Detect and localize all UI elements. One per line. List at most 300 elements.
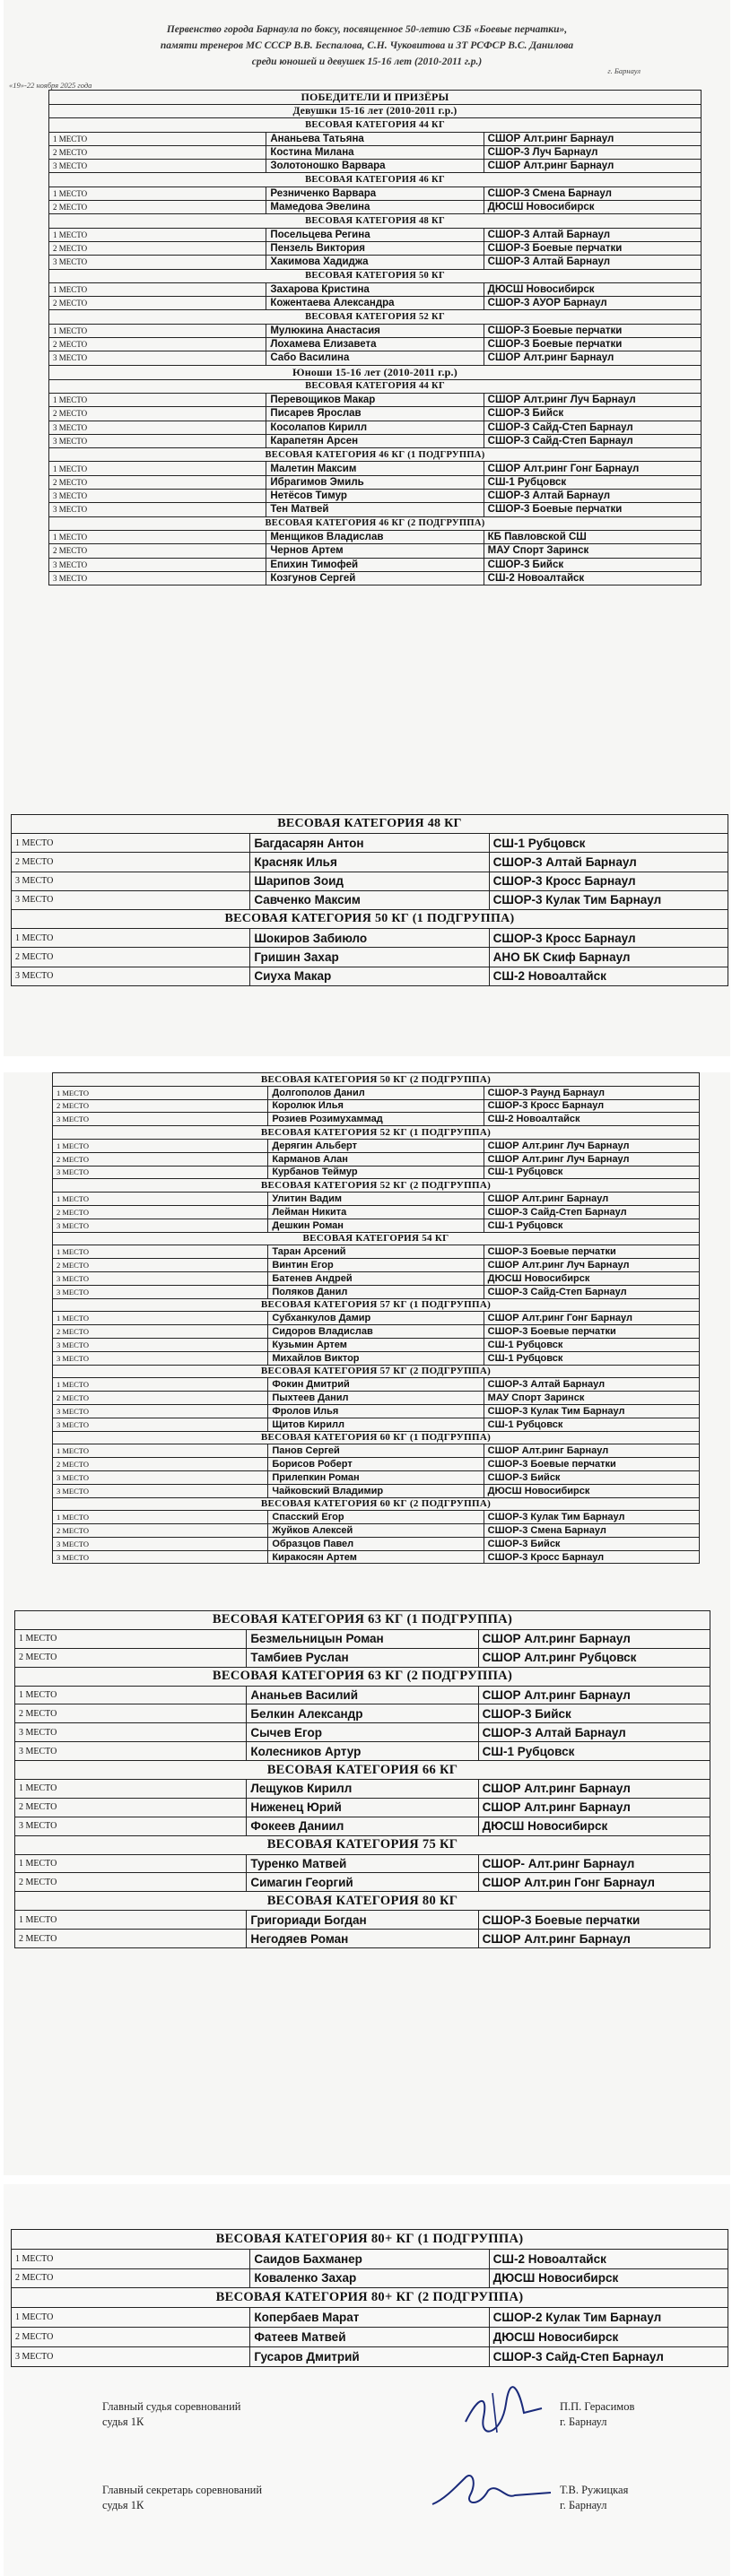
club-cell: СШОР Алт.ринг Луч Барнаул — [484, 1139, 699, 1152]
athlete-name-cell: Гусаров Дмитрий — [250, 2346, 489, 2366]
club-cell: СШОР-3 Кросс Барнаул — [489, 929, 728, 948]
club-cell: СШОР-3 Кулак Тим Барнаул — [484, 1511, 699, 1524]
table-row — [49, 338, 702, 351]
category-header-row — [15, 1835, 710, 1854]
table-row — [53, 1351, 700, 1365]
athlete-name-cell: Козгунов Сергей — [266, 571, 484, 585]
category-header-row — [15, 1761, 710, 1780]
table-row — [12, 834, 728, 853]
place-cell: 1 МЕСТО — [53, 1312, 268, 1325]
chief-secretary-signature-mark — [425, 2464, 560, 2518]
table-row — [53, 1271, 700, 1285]
athlete-name-cell: Белкин Александр — [247, 1704, 478, 1723]
athlete-name-cell: Коваленко Захар — [250, 2268, 489, 2288]
athlete-name-cell: Борисов Роберт — [268, 1458, 484, 1471]
club-cell: СШОР-3 Алтай Барнаул — [484, 228, 701, 241]
category-header-row — [15, 1667, 710, 1686]
table-row — [53, 1099, 700, 1113]
place-cell: 3 МЕСТО — [12, 2346, 250, 2366]
place-cell: 1 МЕСТО — [53, 1139, 268, 1152]
athlete-name-cell: Спасский Егор — [268, 1511, 484, 1524]
place-cell: 3 МЕСТО — [49, 503, 266, 516]
table-row — [49, 571, 702, 585]
athlete-name-cell: Кожентаева Александра — [266, 297, 484, 310]
place-cell: 3 МЕСТО — [15, 1723, 247, 1742]
club-cell: МАУ Спорт Заринск — [484, 544, 701, 558]
club-cell: СШОР Алт.ринг Гонг Барнаул — [484, 1312, 699, 1325]
club-cell: СШОР Алт.ринг Гонг Барнаул — [484, 462, 701, 475]
table-row — [49, 132, 702, 145]
club-cell: СШОР Алт.ринг Барнаул — [478, 1930, 710, 1948]
weight-category-title: ВЕСОВАЯ КАТЕГОРИЯ 80 КГ — [15, 1892, 710, 1911]
club-cell: МАУ Спорт Заринск — [484, 1392, 699, 1405]
weight-category-title: ВЕСОВАЯ КАТЕГОРИЯ 48 КГ — [49, 214, 702, 228]
results-sheet-1 — [4, 0, 730, 1056]
table-row — [53, 1086, 700, 1099]
place-cell: 1 МЕСТО — [49, 462, 266, 475]
club-cell: ДЮСШ Новосибирск — [484, 1271, 699, 1285]
club-cell: СШОР-3 Кросс Барнаул — [489, 872, 728, 890]
table-row — [49, 462, 702, 475]
weight-category-title: ВЕСОВАЯ КАТЕГОРИЯ 46 КГ — [49, 173, 702, 186]
category-header-row — [15, 1892, 710, 1911]
club-cell: СШОР-3 Боевые перчатки — [484, 503, 701, 516]
athlete-name-cell: Мулюкина Анастасия — [266, 324, 484, 337]
table-row — [53, 1550, 700, 1564]
place-cell: 1 МЕСТО — [15, 1629, 247, 1648]
table-row — [49, 282, 702, 296]
weight-category-title: ВЕСОВАЯ КАТЕГОРИЯ 50 КГ (2 ПОДГРУППА) — [53, 1073, 700, 1087]
place-cell: 1 МЕСТО — [49, 228, 266, 241]
category-header-row — [12, 2230, 728, 2250]
club-cell: СШОР-3 Сайд-Степ Барнаул — [484, 1285, 699, 1298]
table-row — [49, 558, 702, 571]
table-row — [15, 1704, 710, 1723]
place-cell: 2 МЕСТО — [15, 1873, 247, 1892]
club-cell: СШОР Алт.ринг Барнаул — [484, 1444, 699, 1458]
place-cell: 1 МЕСТО — [15, 1854, 247, 1873]
place-cell: 1 МЕСТО — [53, 1444, 268, 1458]
place-cell: 2 МЕСТО — [15, 1704, 247, 1723]
table-row — [12, 890, 728, 909]
weight-category-title: ВЕСОВАЯ КАТЕГОРИЯ 60 КГ (2 ПОДГРУППА) — [53, 1497, 700, 1511]
athlete-name-cell: Фокин Дмитрий — [268, 1378, 484, 1392]
club-cell: СШОР-3 Алтай Барнаул — [484, 1378, 699, 1392]
athlete-name-cell: Малетин Максим — [266, 462, 484, 475]
club-cell: СШОР Алт.ринг Барнаул — [484, 132, 701, 145]
chief-secretary-city: г. Барнаул — [560, 2499, 607, 2511]
athlete-name-cell: Фролов Илья — [268, 1404, 484, 1418]
club-cell: СШОР-3 Сайд-Степ Барнаул — [484, 1205, 699, 1219]
club-cell: СШОР-3 Сайд-Степ Барнаул — [484, 434, 701, 447]
table-row — [53, 1484, 700, 1497]
table-row — [49, 160, 702, 173]
table-row — [12, 948, 728, 967]
weight-category-title: ВЕСОВАЯ КАТЕГОРИЯ 52 КГ (1 ПОДГРУППА) — [53, 1126, 700, 1140]
club-cell: СШОР-3 Боевые перчатки — [484, 1325, 699, 1339]
place-cell: 2 МЕСТО — [53, 1325, 268, 1339]
athlete-name-cell: Чайковский Владимир — [268, 1484, 484, 1497]
place-cell: 2 МЕСТО — [53, 1152, 268, 1166]
place-cell: 1 МЕСТО — [49, 132, 266, 145]
athlete-name-cell: Золотоношко Варвара — [266, 160, 484, 173]
chief-judge-city: г. Барнаул — [560, 2416, 607, 2428]
place-cell: 3 МЕСТО — [49, 351, 266, 365]
athlete-name-cell: Сиуха Макар — [250, 967, 489, 985]
table-row — [12, 2327, 728, 2346]
place-cell: 3 МЕСТО — [12, 890, 250, 909]
table-row — [49, 186, 702, 200]
table-row — [53, 1193, 700, 1206]
place-cell: 2 МЕСТО — [12, 948, 250, 967]
club-cell: СШОР-3 Алтай Барнаул — [484, 490, 701, 503]
winners-title: ПОБЕДИТЕЛИ И ПРИЗЁРЫ — [49, 91, 702, 105]
place-cell: 2 МЕСТО — [15, 1648, 247, 1667]
club-cell: СШОР Алт.ринг Барнаул — [478, 1629, 710, 1648]
weight-category-title: ВЕСОВАЯ КАТЕГОРИЯ 63 КГ (1 ПОДГРУППА) — [15, 1611, 710, 1630]
table-row — [53, 1245, 700, 1259]
club-cell: СШОР Алт.ринг Барнаул — [484, 160, 701, 173]
table-row — [53, 1338, 700, 1351]
athlete-name-cell: Образцов Павел — [268, 1537, 484, 1550]
chief-judge-signature-mark — [457, 2386, 555, 2440]
place-cell: 2 МЕСТО — [15, 1930, 247, 1948]
athlete-name-cell: Фатеев Матвей — [250, 2327, 489, 2346]
table-row — [53, 1259, 700, 1272]
results-sheet-3 — [4, 2184, 730, 2576]
athlete-name-cell: Лейман Никита — [268, 1205, 484, 1219]
athlete-name-cell: Менщиков Владислав — [266, 530, 484, 543]
table-row — [53, 1325, 700, 1339]
table-row — [15, 1911, 710, 1930]
place-cell: 1 МЕСТО — [15, 1686, 247, 1704]
table-row — [15, 1854, 710, 1873]
club-cell: СШОР-3 Смена Барнаул — [484, 1524, 699, 1538]
place-cell: 1 МЕСТО — [49, 393, 266, 406]
athlete-name-cell: Батенев Андрей — [268, 1271, 484, 1285]
place-cell: 2 МЕСТО — [12, 2268, 250, 2288]
weight-category-title: ВЕСОВАЯ КАТЕГОРИЯ 46 КГ (1 ПОДГРУППА) — [49, 448, 702, 462]
place-cell: 2 МЕСТО — [53, 1205, 268, 1219]
place-cell: 3 МЕСТО — [53, 1271, 268, 1285]
place-cell: 1 МЕСТО — [12, 929, 250, 948]
place-cell: 3 МЕСТО — [53, 1285, 268, 1298]
table-row — [15, 1686, 710, 1704]
chief-judge-name: П.П. Герасимов — [560, 2400, 635, 2413]
club-cell: СШ-1 Рубцовск — [484, 1166, 699, 1179]
club-cell: СШОР Алт.ринг Рубцовск — [478, 1648, 710, 1667]
table-row — [49, 201, 702, 214]
athlete-name-cell: Сидоров Владислав — [268, 1325, 484, 1339]
athlete-name-cell: Карапетян Арсен — [266, 434, 484, 447]
table-row — [12, 967, 728, 985]
table-row — [53, 1524, 700, 1538]
table-row — [53, 1444, 700, 1458]
table-row — [49, 407, 702, 421]
club-cell: СШОР- Алт.ринг Барнаул — [478, 1854, 710, 1873]
weight-category-title: ВЕСОВАЯ КАТЕГОРИЯ 63 КГ (2 ПОДГРУППА) — [15, 1667, 710, 1686]
club-cell: СШОР Алт.ринг Луч Барнаул — [484, 393, 701, 406]
table-row — [49, 434, 702, 447]
club-cell: СШОР Алт.ринг Барнаул — [478, 1798, 710, 1817]
category-header-row — [53, 1365, 700, 1378]
athlete-name-cell: Пыхтеев Данил — [268, 1392, 484, 1405]
place-cell: 3 МЕСТО — [53, 1537, 268, 1550]
athlete-name-cell: Пензель Виктория — [266, 241, 484, 255]
category-header-row — [49, 173, 702, 186]
table-row — [15, 1873, 710, 1892]
athlete-name-cell: Ананьев Василий — [247, 1686, 478, 1704]
athlete-name-cell: Киракосян Артем — [268, 1550, 484, 1564]
weight-category-title: ВЕСОВАЯ КАТЕГОРИЯ 75 КГ — [15, 1835, 710, 1854]
table-row — [49, 421, 702, 434]
athlete-name-cell: Ананьева Татьяна — [266, 132, 484, 145]
place-cell: 2 МЕСТО — [53, 1259, 268, 1272]
place-cell: 3 МЕСТО — [53, 1404, 268, 1418]
club-cell: СШОР Алт.ринг Луч Барнаул — [484, 1259, 699, 1272]
athlete-name-cell: Захарова Кристина — [266, 282, 484, 296]
document-title-line-2: памяти тренеров МС СССР В.В. Беспалова, С.Н. Чуковитова и ЗТ РСФСР В.С. Данилова — [160, 40, 574, 51]
place-cell: 3 МЕСТО — [15, 1742, 247, 1761]
club-cell: СШОР-3 Сайд-Степ Барнаул — [489, 2346, 728, 2366]
club-cell: СШОР-3 АУОР Барнаул — [484, 297, 701, 310]
club-cell: СШОР Алт.ринг Барнаул — [478, 1780, 710, 1799]
athlete-name-cell: Копербаев Марат — [250, 2308, 489, 2328]
place-cell: 2 МЕСТО — [49, 475, 266, 489]
athlete-name-cell: Безмельницын Роман — [247, 1629, 478, 1648]
club-cell: СШ-1 Рубцовск — [484, 1338, 699, 1351]
place-cell: 1 МЕСТО — [53, 1245, 268, 1259]
results-table-5 — [11, 2229, 728, 2367]
place-cell: 1 МЕСТО — [49, 324, 266, 337]
category-header-row — [53, 1497, 700, 1511]
club-cell: СШ-1 Рубцовск — [484, 1351, 699, 1365]
category-header-row — [49, 310, 702, 324]
weight-category-title: ВЕСОВАЯ КАТЕГОРИЯ 52 КГ (2 ПОДГРУППА) — [53, 1179, 700, 1193]
place-cell: 1 МЕСТО — [49, 530, 266, 543]
category-header-row — [12, 909, 728, 928]
place-cell: 3 МЕСТО — [53, 1113, 268, 1126]
table-row — [49, 324, 702, 337]
athlete-name-cell: Нетёсов Тимур — [266, 490, 484, 503]
place-cell: 3 МЕСТО — [53, 1418, 268, 1431]
place-cell: 1 МЕСТО — [53, 1511, 268, 1524]
place-cell: 3 МЕСТО — [49, 571, 266, 585]
weight-category-title: ВЕСОВАЯ КАТЕГОРИЯ 44 КГ — [49, 379, 702, 393]
athlete-name-cell: Панов Сергей — [268, 1444, 484, 1458]
document-date: «19»-22 ноября 2025 года — [9, 81, 92, 90]
category-header-row — [49, 118, 702, 132]
club-cell: СШОР Алт.рин Гонг Барнаул — [478, 1873, 710, 1892]
table-row — [12, 2249, 728, 2268]
athlete-name-cell: Розиев Розимухаммад — [268, 1113, 484, 1126]
place-cell: 1 МЕСТО — [12, 2249, 250, 2268]
club-cell: СШОР-3 Кулак Тим Барнаул — [484, 1404, 699, 1418]
place-cell: 2 МЕСТО — [53, 1524, 268, 1538]
club-cell: СШОР-2 Кулак Тим Барнаул — [489, 2308, 728, 2328]
place-cell: 3 МЕСТО — [53, 1470, 268, 1484]
table-row — [49, 297, 702, 310]
club-cell: СШОР-3 Бийск — [484, 558, 701, 571]
club-cell: СШОР-3 Бийск — [484, 1537, 699, 1550]
club-cell: СШОР-3 Кулак Тим Барнаул — [489, 890, 728, 909]
athlete-name-cell: Королюк Илья — [268, 1099, 484, 1113]
club-cell: СШОР-3 Боевые перчатки — [484, 338, 701, 351]
athlete-name-cell: Поляков Данил — [268, 1285, 484, 1298]
results-table-1 — [48, 90, 702, 585]
club-cell: СШОР-3 Алтай Барнаул — [478, 1723, 710, 1742]
table-row — [12, 929, 728, 948]
athlete-name-cell: Негодяев Роман — [247, 1930, 478, 1948]
chief-secretary-name: Т.В. Ружицкая — [560, 2484, 629, 2496]
place-cell: 1 МЕСТО — [15, 1911, 247, 1930]
chief-secretary-role-line-2: судья 1К — [102, 2499, 144, 2511]
weight-category-title: ВЕСОВАЯ КАТЕГОРИЯ 60 КГ (1 ПОДГРУППА) — [53, 1431, 700, 1444]
athlete-name-cell: Григориади Богдан — [247, 1911, 478, 1930]
athlete-name-cell: Симагин Георгий — [247, 1873, 478, 1892]
athlete-name-cell: Саидов Бахманер — [250, 2249, 489, 2268]
table-row — [49, 490, 702, 503]
table-row — [15, 1648, 710, 1667]
athlete-name-cell: Туренко Матвей — [247, 1854, 478, 1873]
club-cell: СШ-1 Рубцовск — [484, 1418, 699, 1431]
athlete-name-cell: Писарев Ярослав — [266, 407, 484, 421]
table-row — [53, 1378, 700, 1392]
table-row — [15, 1798, 710, 1817]
place-cell: 2 МЕСТО — [49, 145, 266, 159]
chief-secretary-role-line-1: Главный секретарь соревнований — [102, 2484, 263, 2496]
document-title-line-3: среди юношей и девушек 15-16 лет (2010-2011 г.р.) — [251, 56, 483, 67]
athlete-name-cell: Сабо Василина — [266, 351, 484, 365]
place-cell: 3 МЕСТО — [12, 872, 250, 890]
club-cell: ДЮСШ Новосибирск — [484, 1484, 699, 1497]
place-cell: 3 МЕСТО — [53, 1484, 268, 1497]
table-row — [15, 1780, 710, 1799]
table-row — [49, 228, 702, 241]
athlete-name-cell: Фокеев Даниил — [247, 1817, 478, 1835]
club-cell: СШОР Алт.ринг Барнаул — [484, 351, 701, 365]
place-cell: 2 МЕСТО — [12, 853, 250, 872]
place-cell: 2 МЕСТО — [53, 1099, 268, 1113]
athlete-name-cell: Прилепкин Роман — [268, 1470, 484, 1484]
club-cell: СШ-1 Рубцовск — [484, 1219, 699, 1232]
category-header-row — [49, 516, 702, 530]
place-cell: 3 МЕСТО — [49, 558, 266, 571]
category-header-row — [53, 1126, 700, 1140]
club-cell: СШОР-3 Боевые перчатки — [484, 241, 701, 255]
club-cell: КБ Павловской СШ — [484, 530, 701, 543]
weight-category-title: ВЕСОВАЯ КАТЕГОРИЯ 52 КГ — [49, 310, 702, 324]
table-row — [53, 1166, 700, 1179]
place-cell: 3 МЕСТО — [49, 421, 266, 434]
table-row — [12, 2346, 728, 2366]
club-cell: СШОР Алт.ринг Барнаул — [484, 1193, 699, 1206]
club-cell: АНО БК Скиф Барнаул — [489, 948, 728, 967]
place-cell: 2 МЕСТО — [53, 1392, 268, 1405]
category-header-row — [53, 1232, 700, 1245]
weight-category-title: ВЕСОВАЯ КАТЕГОРИЯ 46 КГ (2 ПОДГРУППА) — [49, 516, 702, 530]
club-cell: СШ-2 Новоалтайск — [489, 2249, 728, 2268]
athlete-name-cell: Лещуков Кирилл — [247, 1780, 478, 1799]
athlete-name-cell: Ниженец Юрий — [247, 1798, 478, 1817]
club-cell: СШОР-3 Кросс Барнаул — [484, 1550, 699, 1564]
table-row — [53, 1418, 700, 1431]
club-cell: ДЮСШ Новосибирск — [484, 282, 701, 296]
club-cell: СШ-1 Рубцовск — [484, 475, 701, 489]
athlete-name-cell: Карманов Алан — [268, 1152, 484, 1166]
table-row — [49, 256, 702, 269]
place-cell: 2 МЕСТО — [49, 544, 266, 558]
place-cell: 2 МЕСТО — [53, 1458, 268, 1471]
table-row — [12, 853, 728, 872]
athlete-name-cell: Епихин Тимофей — [266, 558, 484, 571]
category-header-row — [53, 1298, 700, 1312]
athlete-name-cell: Савченко Максим — [250, 890, 489, 909]
athlete-name-cell: Тамбиев Руслан — [247, 1648, 478, 1667]
place-cell: 2 МЕСТО — [15, 1798, 247, 1817]
club-cell: ДЮСШ Новосибирск — [489, 2327, 728, 2346]
table-row — [53, 1205, 700, 1219]
results-table-3 — [52, 1072, 700, 1564]
club-cell: ДЮСШ Новосибирск — [478, 1817, 710, 1835]
athlete-name-cell: Субханкулов Дамир — [268, 1312, 484, 1325]
weight-category-title: ВЕСОВАЯ КАТЕГОРИЯ 48 КГ — [12, 815, 728, 834]
table-row — [12, 2268, 728, 2288]
weight-category-title: ВЕСОВАЯ КАТЕГОРИЯ 50 КГ (1 ПОДГРУППА) — [12, 909, 728, 928]
weight-category-title: ВЕСОВАЯ КАТЕГОРИЯ 54 КГ — [53, 1232, 700, 1245]
table-row — [53, 1470, 700, 1484]
chief-judge-role-line-1: Главный судья соревнований — [102, 2400, 241, 2413]
athlete-name-cell: Тен Матвей — [266, 503, 484, 516]
athlete-name-cell: Дешкин Роман — [268, 1219, 484, 1232]
table-row — [49, 530, 702, 543]
table-row — [53, 1404, 700, 1418]
athlete-name-cell: Шокиров Забиюло — [250, 929, 489, 948]
athlete-name-cell: Косолапов Кирилл — [266, 421, 484, 434]
table-row — [53, 1113, 700, 1126]
place-cell: 3 МЕСТО — [15, 1817, 247, 1835]
athlete-name-cell: Хакимова Хадиджа — [266, 256, 484, 269]
table-row — [49, 544, 702, 558]
table-row — [15, 1723, 710, 1742]
category-header-row — [53, 1073, 700, 1087]
table-row — [12, 872, 728, 890]
winners-title-row — [49, 91, 702, 105]
table-row — [53, 1219, 700, 1232]
club-cell: СШОР-3 Боевые перчатки — [484, 1458, 699, 1471]
athlete-name-cell: Резниченко Варвара — [266, 186, 484, 200]
table-row — [49, 503, 702, 516]
place-cell: 2 МЕСТО — [49, 407, 266, 421]
athlete-name-cell: Перевощиков Макар — [266, 393, 484, 406]
place-cell: 1 МЕСТО — [49, 282, 266, 296]
table-row — [15, 1742, 710, 1761]
document-title-line-1: Первенство города Барнаула по боксу, посвященное 50-летию СЗБ «Боевые перчатки», — [166, 24, 568, 35]
club-cell: СШОР-3 Боевые перчатки — [478, 1911, 710, 1930]
table-row — [53, 1458, 700, 1471]
club-cell: СШОР-3 Сайд-Степ Барнаул — [484, 421, 701, 434]
weight-category-title: ВЕСОВАЯ КАТЕГОРИЯ 57 КГ (1 ПОДГРУППА) — [53, 1298, 700, 1312]
athlete-name-cell: Шарипов Зоид — [250, 872, 489, 890]
results-table-2 — [11, 814, 728, 986]
club-cell: СШОР-3 Боевые перчатки — [484, 324, 701, 337]
club-cell: СШОР-3 Боевые перчатки — [484, 1245, 699, 1259]
category-header-row — [12, 815, 728, 834]
table-row — [53, 1537, 700, 1550]
club-cell: СШОР-3 Бийск — [484, 407, 701, 421]
place-cell: 3 МЕСТО — [49, 434, 266, 447]
place-cell: 1 МЕСТО — [53, 1378, 268, 1392]
